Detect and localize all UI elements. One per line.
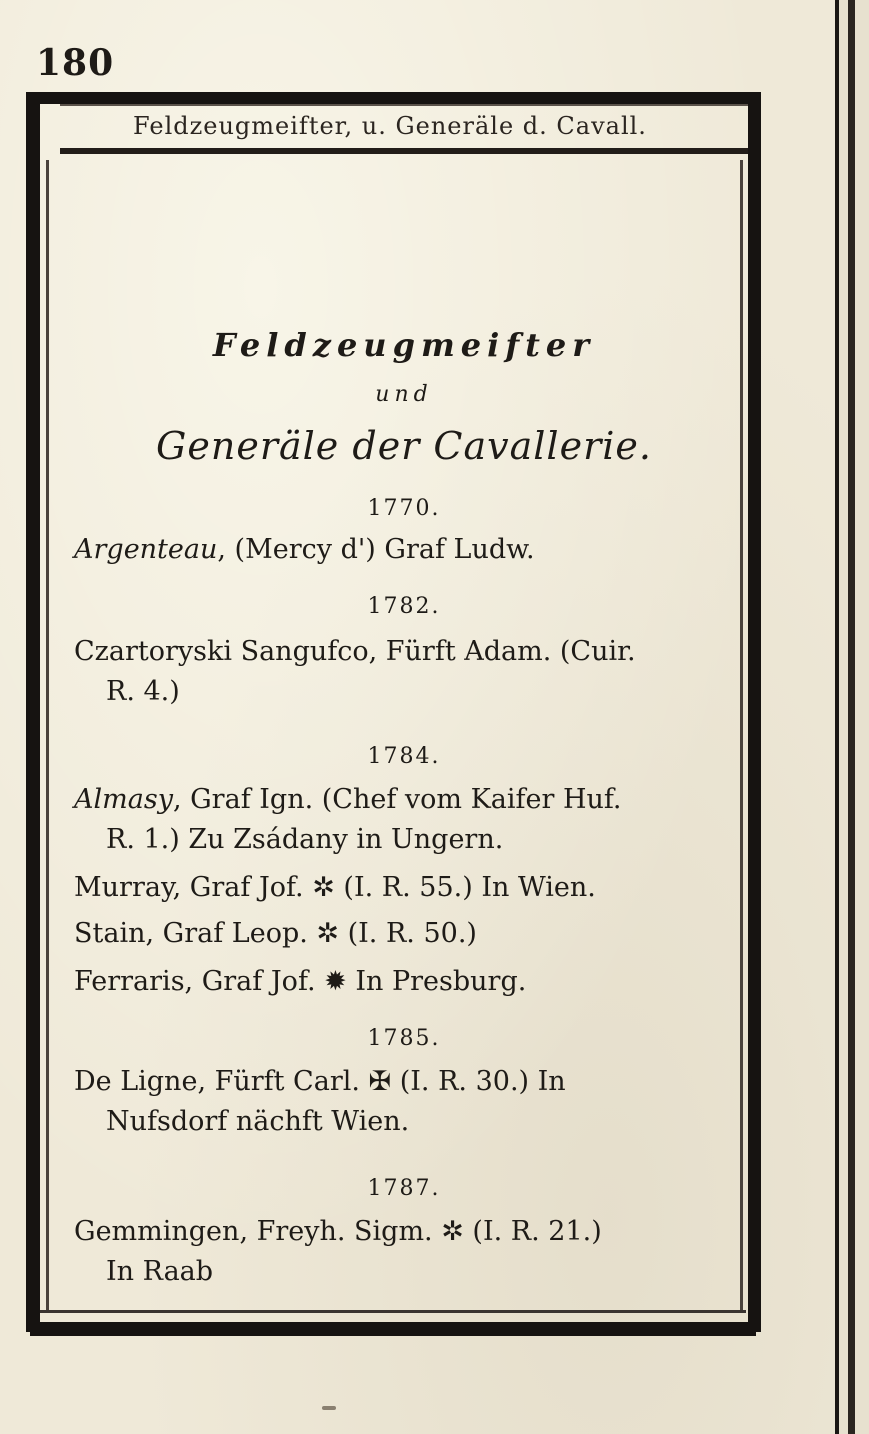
frame-bottom-inner-rule <box>40 1310 746 1313</box>
entry-text: , Graf Ign. (Chef vom Kaifer Huf. <box>172 784 622 815</box>
header-bottom-rule <box>60 148 748 154</box>
frame-bottom-border <box>30 1322 756 1336</box>
entry-continuation: In Raab <box>106 1256 214 1287</box>
entry-name: Gemmingen <box>74 1216 240 1247</box>
entry-text: , Fürft Carl. ✠ (I. R. 30.) In <box>197 1066 566 1097</box>
ink-smudge <box>322 1406 336 1410</box>
roster-entry <box>74 1212 742 1292</box>
entry-name: Stain <box>74 918 146 949</box>
year-heading: 1787. <box>367 1176 441 1201</box>
entry-name: Czartoryski Sangufco <box>74 636 369 667</box>
year-heading: 1782. <box>367 594 441 619</box>
entry-name: De Ligne <box>74 1066 198 1097</box>
frame-left-border <box>26 92 40 1332</box>
frame-top-border <box>26 92 761 104</box>
entry-continuation: Nufsdorf nächft Wien. <box>106 1106 410 1137</box>
roster-entry <box>74 780 742 860</box>
entry-text: , Fürft Adam. (Cuir. <box>368 636 636 667</box>
year-heading: 1770. <box>367 496 441 521</box>
frame-left-inner-rule <box>46 160 49 1310</box>
entry-text: , Freyh. Sigm. ✲ (I. R. 21.) <box>239 1216 602 1247</box>
frame-right-border <box>748 92 761 1332</box>
entry-name: Argenteau <box>74 534 218 565</box>
running-head: Feldzeugmeifter, u. Generäle d. Cavall. <box>133 112 647 140</box>
roster-entry <box>74 868 742 908</box>
roster-entry <box>74 914 742 954</box>
entry-text: , Graf Leop. ✲ (I. R. 50.) <box>145 918 477 949</box>
roster-entry <box>74 962 742 1002</box>
adjacent-page-border <box>848 0 855 1434</box>
roster-entry <box>74 530 742 570</box>
section-title-line3: Generäle der Cavallerie. <box>156 424 652 468</box>
entry-name: Murray <box>74 872 173 903</box>
entry-text: , Graf Jof. ✹ In Presburg. <box>184 966 527 997</box>
entry-name: Almasy <box>74 784 173 815</box>
year-heading: 1784. <box>367 744 441 769</box>
entry-text: , Graf Jof. ✲ (I. R. 55.) In Wien. <box>172 872 596 903</box>
entry-continuation: R. 1.) Zu Zsádany in Ungern. <box>106 824 504 855</box>
roster-entry <box>74 632 742 712</box>
year-heading: 1785. <box>367 1026 441 1051</box>
entry-continuation: R. 4.) <box>106 676 180 707</box>
roster-entry <box>74 1062 742 1142</box>
page-number: 180 <box>36 42 115 84</box>
header-top-rule <box>60 104 748 106</box>
section-title-line1: Feldzeugmeifter <box>212 326 596 364</box>
section-title-line2: und <box>375 382 433 407</box>
entry-text: , (Mercy d') Graf Ludw. <box>217 534 535 565</box>
entry-name: Ferraris <box>74 966 185 997</box>
